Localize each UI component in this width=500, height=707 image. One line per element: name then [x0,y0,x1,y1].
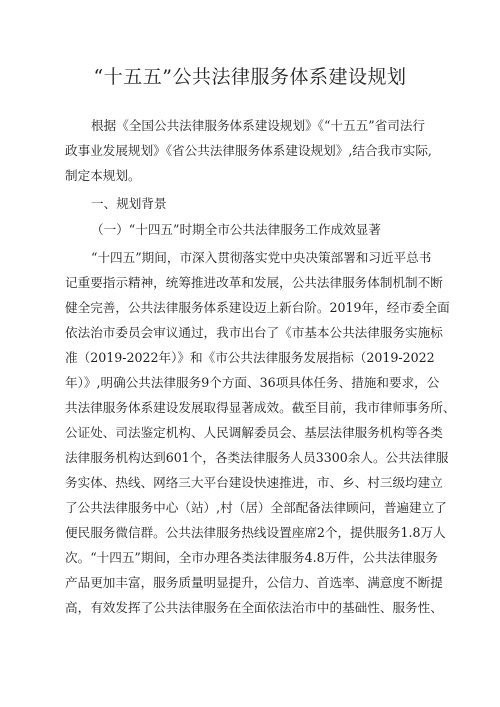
paragraph-line: 制定本规划。 [65,168,141,183]
document-title: “十五五”公共法律服务体系建设规划 [93,66,407,88]
paragraph-line: 便民服务微信群。公共法律服务热线设置座席2个，提供服务1.8万人 [65,525,446,540]
subsection-heading: （一）“十四五”时期全市公共法律服务工作成效显著 [91,222,381,237]
paragraph-line: 健全完善，公共法律服务体系建设迈上新台阶。2019年，经市委全面 [65,300,450,315]
paragraph-line: 次。“十四五”期间，全市办理各类法律服务4.8万件，公共法律服务 [65,550,438,565]
paragraph-line: 记重要指示精神，统筹推进改革和发展，公共法律服务体制机制不断 [65,275,443,290]
paragraph-line: 了公共法律服务中心（站）,村（居）全部配备法律顾问，普遍建立了 [65,500,447,515]
paragraph-line: 根据《全国公共法律服务体系建设规划》《“十五五”省司法行 [91,118,426,133]
paragraph-line: 政事业发展规划》《省公共法律服务体系建设规划》,结合我市实际, [65,143,432,158]
paragraph-line: “十四五”期间，市深入贯彻落实党中央决策部署和习近平总书 [91,250,432,265]
paragraph-line: 准（2019-2022年）》和《市公共法律服务发展指标（2019-2022 [65,350,435,365]
paragraph-line: 法律服务机构达到601个，各类法律服务人员3300余人。公共法律服 [65,450,449,465]
paragraph-line: 务实体、热线、网络三大平台建设快速推进，市、乡、村三级均建立 [65,475,443,490]
paragraph-line: 年）》,明确公共法律服务9个方面、36项具体任务、措施和要求，公 [65,375,440,390]
paragraph-line: 共法律服务体系建设发展取得显著成效。截至目前，我市律师事务所、 [65,400,456,415]
paragraph-line: 高，有效发挥了公共法律服务在全面依法治市中的基础性、服务性、 [65,600,443,615]
section-heading: 一、规划背景 [91,196,167,211]
paragraph-line: 依法治市委员会审议通过，我市出台了《市基本公共法律服务实施标 [65,325,443,340]
paragraph-line: 公证处、司法鉴定机构、人民调解委员会、基层法律服务机构等各类 [65,425,443,440]
paragraph-line: 产品更加丰富，服务质量明显提升，公信力、首选率、满意度不断提 [65,575,443,590]
